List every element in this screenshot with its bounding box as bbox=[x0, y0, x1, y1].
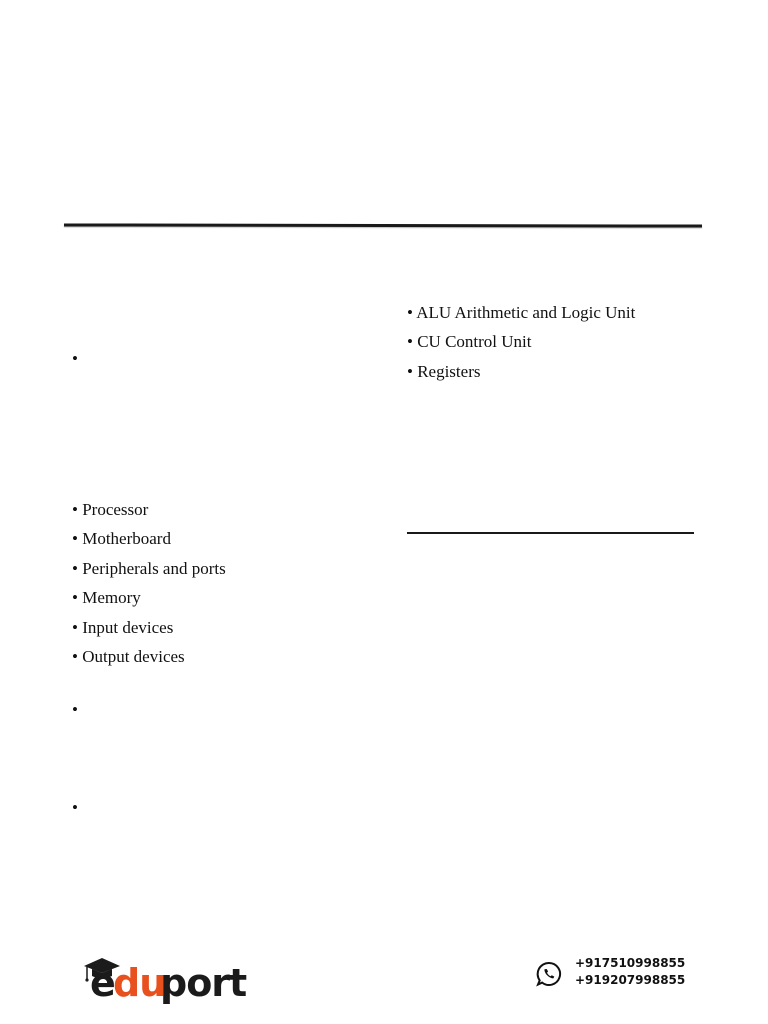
list-item-text: Memory bbox=[82, 588, 141, 608]
list-item bbox=[72, 524, 226, 553]
cpu-components-list bbox=[407, 298, 635, 386]
svg-text:port: port bbox=[160, 961, 247, 1005]
list-item-text: Registers bbox=[417, 361, 481, 381]
bullet: • bbox=[72, 646, 78, 666]
contact-block bbox=[536, 955, 716, 995]
list-item bbox=[407, 357, 635, 386]
svg-text:e: e bbox=[90, 961, 115, 1005]
bullet: • bbox=[407, 332, 413, 352]
list-item-text: Peripherals and ports bbox=[82, 558, 226, 578]
list-item-text: CU Control Unit bbox=[417, 332, 532, 352]
bullet: • bbox=[407, 361, 413, 381]
phone-number-1[interactable]: +917510998855 bbox=[575, 956, 686, 970]
list-item-text: Motherboard bbox=[82, 529, 171, 549]
bullet: • bbox=[407, 303, 413, 322]
answer-blank-line bbox=[407, 532, 694, 534]
phone-numbers bbox=[575, 955, 685, 989]
list-item bbox=[72, 554, 226, 583]
bullet: • bbox=[72, 588, 78, 608]
whatsapp-icon bbox=[536, 961, 562, 987]
list-item bbox=[72, 613, 226, 642]
bullet: • bbox=[72, 500, 78, 519]
list-item-text: ALU Arithmetic and Logic Unit bbox=[416, 303, 636, 322]
list-item-text: Output devices bbox=[82, 646, 185, 666]
list-item bbox=[72, 642, 226, 671]
empty-bullet-1: • bbox=[72, 349, 78, 368]
eduport-logo bbox=[82, 952, 252, 1008]
bullet: • bbox=[72, 617, 78, 637]
empty-bullet-3: • bbox=[72, 798, 78, 817]
svg-text:du: du bbox=[113, 961, 166, 1005]
bullet: • bbox=[72, 529, 78, 549]
list-item bbox=[407, 327, 635, 356]
empty-bullet-2: • bbox=[72, 700, 78, 719]
computer-parts-list bbox=[72, 495, 226, 671]
list-item-text: Processor bbox=[82, 500, 149, 519]
list-item bbox=[72, 583, 226, 612]
bullet: • bbox=[72, 558, 78, 578]
phone-number-2[interactable]: +919207998855 bbox=[575, 973, 686, 987]
list-item-text: Input devices bbox=[82, 617, 174, 637]
title-rule bbox=[64, 223, 702, 227]
list-item bbox=[407, 298, 635, 327]
list-item bbox=[72, 495, 226, 524]
